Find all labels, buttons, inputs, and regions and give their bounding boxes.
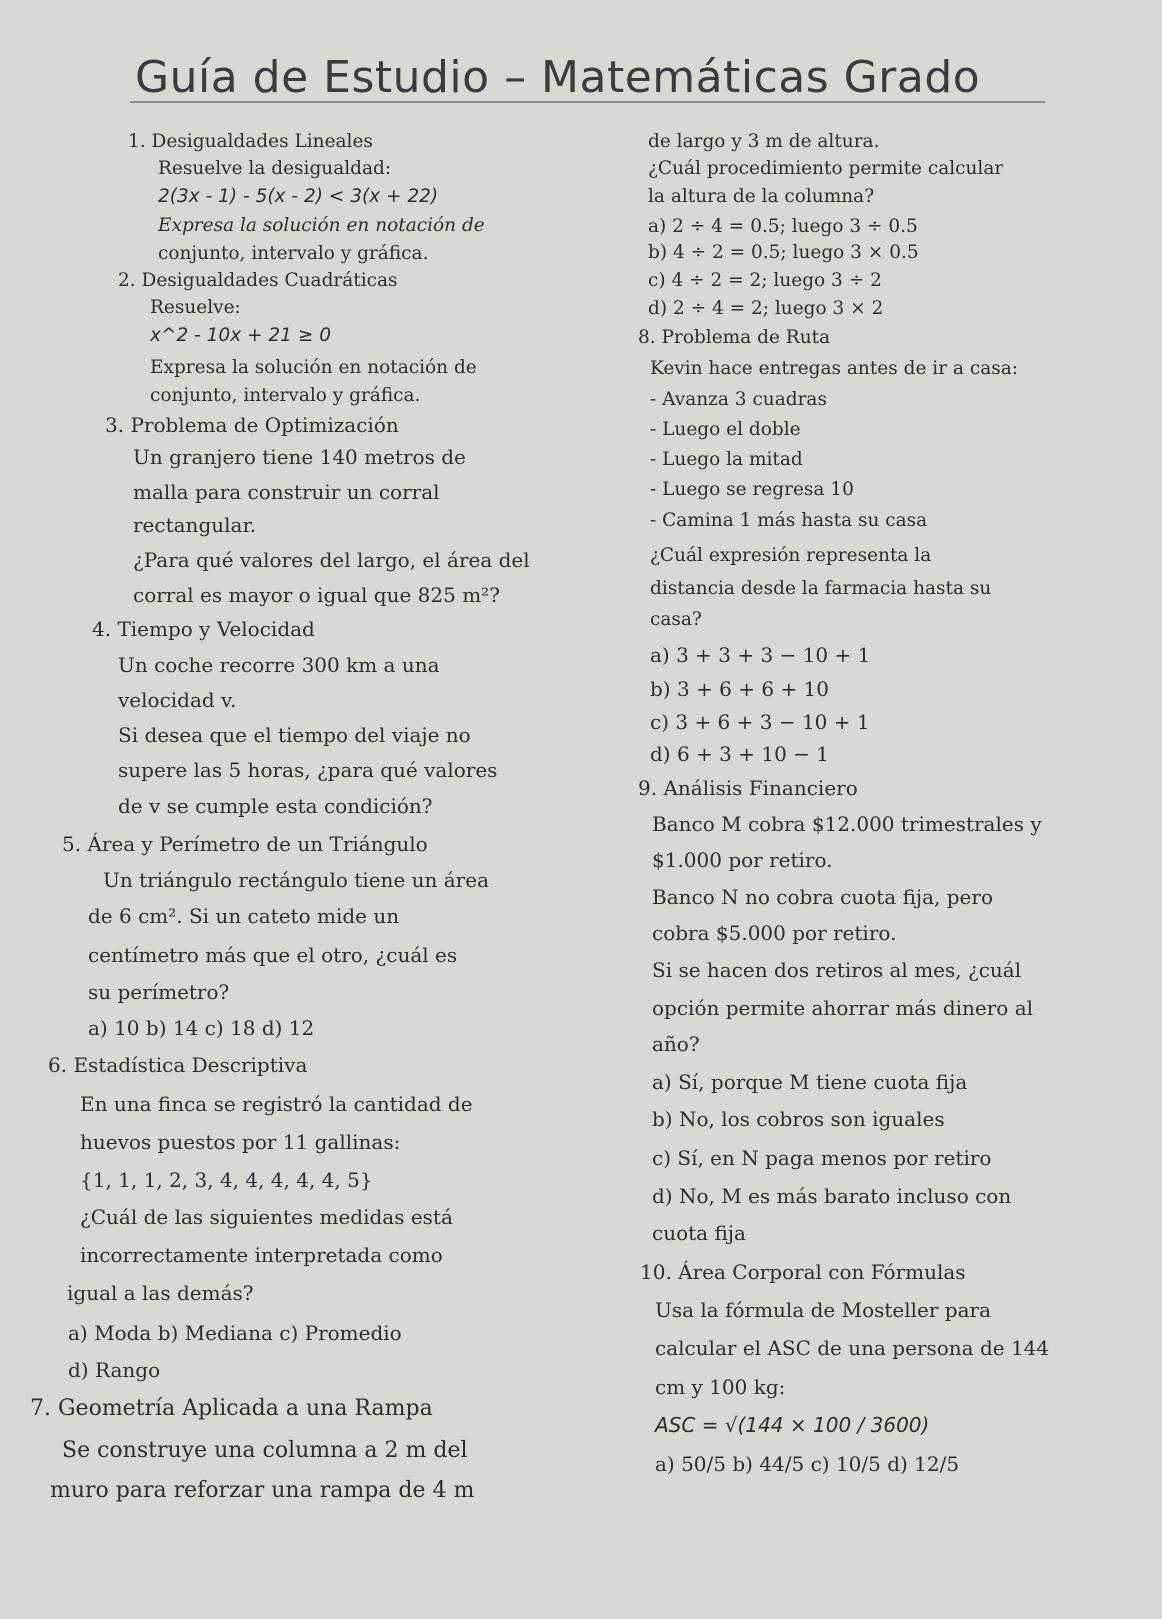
p1-heading: 1. Desigualdades Lineales <box>128 131 373 152</box>
p4-text: velocidad v. <box>118 688 237 712</box>
p1-expression: 2(3x - 1) - 5(x - 2) < 3(x + 22) <box>158 186 439 207</box>
p5-text: de 6 cm². Si un cateto mide un <box>88 904 400 928</box>
p8-text: Kevin hace entregas antes de ir a casa: <box>650 358 1018 379</box>
p10-text: Usa la fórmula de Mosteller para <box>655 1298 992 1322</box>
p3-heading: 3. Problema de Optimización <box>105 413 399 437</box>
p4-text: Si desea que el tiempo del viaje no <box>118 723 471 747</box>
p10-options: a) 50/5 b) 44/5 c) 10/5 d) 12/5 <box>655 1452 960 1476</box>
p7-text: de largo y 3 m de altura. <box>648 131 880 152</box>
p6-options: a) Moda b) Mediana c) Promedio <box>68 1321 402 1345</box>
p5-text: Un triángulo rectángulo tiene un área <box>103 868 489 892</box>
p8-heading: 8. Problema de Ruta <box>638 327 831 348</box>
p6-options: d) Rango <box>68 1358 161 1382</box>
p9-option: d) No, M es más barato incluso con <box>652 1184 1012 1208</box>
p1-text: conjunto, intervalo y gráfica. <box>158 243 429 264</box>
p6-text: ¿Cuál de las siguientes medidas está <box>80 1205 453 1229</box>
p8-step: - Avanza 3 cuadras <box>650 389 827 410</box>
p9-heading: 9. Análisis Financiero <box>638 776 858 800</box>
p7-text: Se construye una columna a 2 m del <box>62 1438 468 1463</box>
p8-option: b) 3 + 6 + 6 + 10 <box>650 677 830 701</box>
p2-expression: x^2 - 10x + 21 ≥ 0 <box>150 325 331 346</box>
p9-text: $1.000 por retiro. <box>652 848 833 872</box>
p2-text: conjunto, intervalo y gráfica. <box>150 385 421 406</box>
p4-heading: 4. Tiempo y Velocidad <box>92 617 315 641</box>
p7-heading: 7. Geometría Aplicada a una Rampa <box>30 1396 433 1421</box>
p7-text: la altura de la columna? <box>648 186 875 207</box>
p4-text: de v se cumple esta condición? <box>118 794 433 818</box>
p5-text: centímetro más que el otro, ¿cuál es <box>88 943 458 967</box>
p3-text: corral es mayor o igual que 825 m²? <box>133 583 500 607</box>
p3-text: ¿Para qué valores del largo, el área del <box>133 548 530 572</box>
p6-text: En una finca se registró la cantidad de <box>80 1092 473 1116</box>
page-title: Guía de Estudio – Matemáticas Grado <box>135 52 981 103</box>
p9-text: cobra $5.000 por retiro. <box>652 921 897 945</box>
p5-text: su perímetro? <box>88 980 230 1004</box>
p3-text: Un granjero tiene 140 metros de <box>133 445 466 469</box>
p9-option: cuota fija <box>652 1221 746 1245</box>
p9-option: a) Sí, porque M tiene cuota fija <box>652 1070 968 1094</box>
p3-text: malla para construir un corral <box>133 480 440 504</box>
p10-text: calcular el ASC de una persona de 144 <box>655 1336 1050 1360</box>
p9-text: Banco N no cobra cuota fija, pero <box>652 885 993 909</box>
p1-text: Expresa la solución en notación de <box>158 215 485 236</box>
p2-heading: 2. Desigualdades Cuadráticas <box>118 270 398 291</box>
p9-text: Banco M cobra $12.000 trimestrales y <box>652 812 1042 836</box>
p2-text: Expresa la solución en notación de <box>150 357 477 378</box>
p8-option: a) 3 + 3 + 3 − 10 + 1 <box>650 643 871 667</box>
p7-option: b) 4 ÷ 2 = 0.5; luego 3 × 0.5 <box>648 242 919 263</box>
p7-option: d) 2 ÷ 4 = 2; luego 3 × 2 <box>648 298 884 319</box>
p8-text: distancia desde la farmacia hasta su <box>650 578 992 599</box>
p8-step: - Camina 1 más hasta su casa <box>650 510 928 531</box>
p7-option: a) 2 ÷ 4 = 0.5; luego 3 ÷ 0.5 <box>648 216 918 237</box>
p6-text: incorrectamente interpretada como <box>80 1243 443 1267</box>
p7-text: muro para reforzar una rampa de 4 m <box>50 1478 475 1503</box>
p9-option: c) Sí, en N paga menos por retiro <box>652 1146 992 1170</box>
p6-text: huevos puestos por 11 gallinas: <box>80 1130 401 1154</box>
p7-option: c) 4 ÷ 2 = 2; luego 3 ÷ 2 <box>648 270 882 291</box>
p10-heading: 10. Área Corporal con Fórmulas <box>640 1260 966 1284</box>
p5-options: a) 10 b) 14 c) 18 d) 12 <box>88 1016 315 1040</box>
p1-text: Resuelve la desigualdad: <box>158 158 392 179</box>
p9-text: Si se hacen dos retiros al mes, ¿cuál <box>652 958 1022 982</box>
p8-option: d) 6 + 3 + 10 − 1 <box>650 742 830 766</box>
p3-text: rectangular. <box>133 513 257 537</box>
p10-text: cm y 100 kg: <box>655 1375 786 1399</box>
p8-step: - Luego se regresa 10 <box>650 479 854 500</box>
p8-text: ¿Cuál expresión representa la <box>650 545 932 566</box>
p8-step: - Luego el doble <box>650 419 801 440</box>
p4-text: supere las 5 horas, ¿para qué valores <box>118 758 498 782</box>
p9-text: año? <box>652 1032 700 1056</box>
title-divider <box>130 101 1045 103</box>
p8-step: - Luego la mitad <box>650 449 803 470</box>
p5-heading: 5. Área y Perímetro de un Triángulo <box>62 832 428 856</box>
p8-option: c) 3 + 6 + 3 − 10 + 1 <box>650 710 870 734</box>
p6-data-set: {1, 1, 1, 2, 3, 4, 4, 4, 4, 4, 5} <box>80 1168 373 1192</box>
p10-formula: ASC = √(144 × 100 / 3600) <box>655 1413 930 1437</box>
p7-text: ¿Cuál procedimiento permite calcular <box>648 158 1004 179</box>
p9-text: opción permite ahorrar más dinero al <box>652 996 1034 1020</box>
p4-text: Un coche recorre 300 km a una <box>118 653 440 677</box>
p6-text: igual a las demás? <box>67 1281 254 1305</box>
p2-text: Resuelve: <box>150 297 241 318</box>
p9-option: b) No, los cobros son iguales <box>652 1107 945 1131</box>
p8-text: casa? <box>650 609 702 630</box>
p6-heading: 6. Estadística Descriptiva <box>48 1053 308 1077</box>
